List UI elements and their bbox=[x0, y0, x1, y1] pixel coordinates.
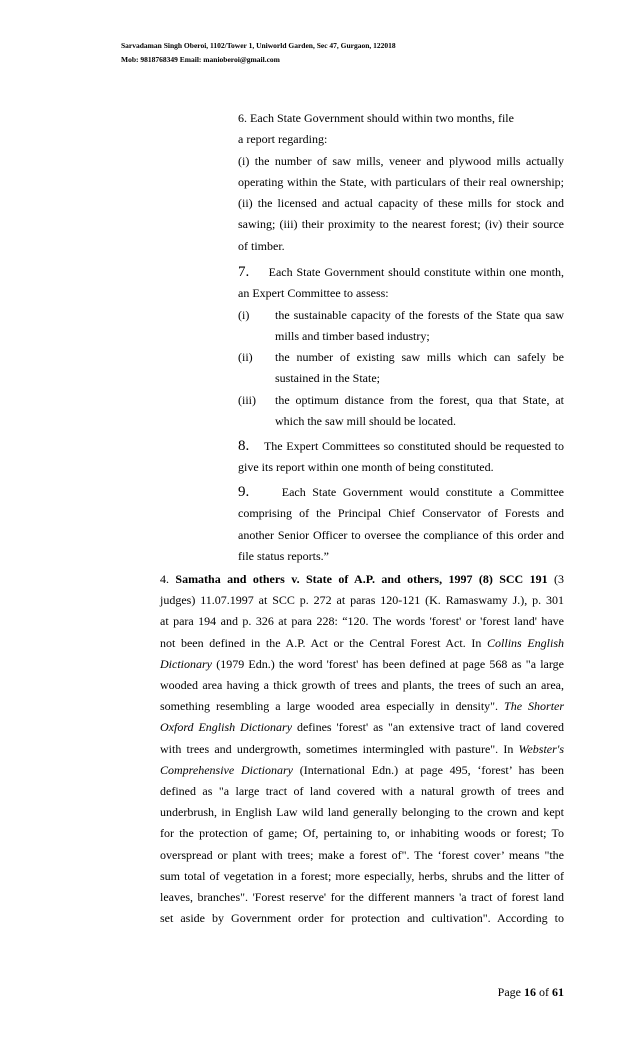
item7-subitem bbox=[238, 305, 564, 348]
letterhead-contact: Mob: 9818768349 Email: manioberoi@gmail.com bbox=[121, 55, 280, 64]
letterhead bbox=[121, 39, 396, 67]
para4-line: 4. Samatha and others v. State of A.P. and others, 1997 (8) SCC 191 (3 bbox=[160, 572, 565, 586]
subitem-line: sustained in the State; bbox=[275, 371, 380, 386]
para4-line: for the protection of game; Of, pertaining to, or inhabiting woods or forest; To bbox=[160, 826, 564, 841]
subitem-line: which the saw mill should be located. bbox=[275, 414, 456, 429]
subitem-line: the optimum distance from the forest, qua that State, at bbox=[275, 392, 564, 407]
para4-line: leaves, branches". 'Forest reserve' for the different manners 'a tract of forest land bbox=[160, 890, 564, 905]
para4-line: set aside by Government order for protection and cultivation". According to bbox=[160, 911, 564, 926]
subitem-number: (ii) bbox=[238, 350, 253, 365]
para4-number: 4. bbox=[160, 572, 169, 586]
para4-line: with trees and undergrowth, sometimes intermingled with pasture". In Webster's bbox=[160, 741, 565, 756]
para4-line: underbrush, in English Law wild land generally belonging to the crown and kept bbox=[160, 805, 564, 820]
dictionary-title: Collins English bbox=[487, 635, 565, 650]
order-item-9 bbox=[238, 482, 564, 567]
item7-number: 7. bbox=[238, 264, 250, 280]
para4-line: sum total of vegetation in a forest; more especially, herbs, shrubs and the litter of bbox=[160, 868, 564, 883]
item6-line1: 6. Each State Government should within two months, file bbox=[238, 111, 514, 125]
item9-number: 9. bbox=[238, 484, 250, 500]
para4-line: defined as "a large tract of land covered with a natural growth of trees and bbox=[160, 784, 564, 799]
item7-text: Each State Government should constitute within one month, an Expert Committee to assess: bbox=[238, 265, 564, 301]
order-item-7 bbox=[238, 262, 564, 432]
item6-line2: a report regarding: bbox=[238, 132, 328, 147]
case-title: Samatha and others v. State of A.P. and others, 1997 (8) SCC 191 bbox=[175, 572, 548, 586]
para4-line: at para 194 and p. 326 at para 228: “120. The words 'forest' or 'forest land' have bbox=[160, 614, 564, 629]
page-number: Page 16 of 61 bbox=[497, 985, 564, 999]
subitem-line: the sustainable capacity of the forests of the State qua saw bbox=[275, 307, 564, 322]
item6-body: (i) the number of saw mills, veneer and plywood mills actually operating within the State, with particulars of their real ownership; (ii) the licensed and actual capacity of these mills for stock and sawing; (iii) their proximity to the nearest forest; (iv) their source of timber. bbox=[238, 153, 564, 253]
para4-line: judges) 11.07.1997 at SCC p. 272 at paras 120-121 (K. Ramaswamy J.), p. 301 bbox=[160, 593, 564, 608]
item7-subitem bbox=[238, 390, 564, 433]
para4-line: overspread or plant with trees; make a forest of". The ‘forest cover’ means "the bbox=[160, 847, 564, 862]
total-pages: 61 bbox=[552, 985, 564, 999]
para4-line: Dictionary (1979 Edn.) the word 'forest' has been defined at page 568 as "a large bbox=[160, 656, 564, 671]
letterhead-address: Sarvadaman Singh Oberoi, 1102/Tower 1, Uniworld Garden, Sec 47, Gurgaon, 122018 bbox=[121, 41, 396, 50]
paragraph-4 bbox=[160, 569, 564, 929]
current-page: 16 bbox=[524, 985, 536, 999]
subitem-line: mills and timber based industry; bbox=[275, 328, 430, 343]
para4-line: something resembling a large wooded area especially in density". The Shorter bbox=[160, 699, 565, 714]
order-item-6 bbox=[238, 108, 564, 257]
dictionary-title: Webster's bbox=[518, 741, 565, 756]
item8-text: The Expert Committees so constituted should be requested to give its report within one month of being constituted. bbox=[238, 439, 565, 475]
subitem-number: (iii) bbox=[238, 392, 256, 407]
item9-text: Each State Government would constitute a Committee comprising of the Principal Chief Conservator of Forests and another Senior Officer to oversee the compliance of this order and file status reports.” bbox=[238, 485, 565, 563]
para4-line: Oxford English Dictionary defines 'forest' as "an extensive tract of land covered bbox=[160, 720, 564, 735]
para4-line: Comprehensive Dictionary (International Edn.) at page 495, ‘forest’ has been bbox=[160, 762, 565, 777]
subitem-line: the number of existing saw mills which can safely be bbox=[275, 350, 564, 365]
order-item-8 bbox=[238, 436, 564, 479]
item8-number: 8. bbox=[238, 438, 250, 454]
para4-line: wooded area having a thick growth of trees and plants, the trees of such an area, bbox=[160, 678, 564, 693]
para4-line: not been defined in the A.P. Act or the Central Forest Act. In Collins English bbox=[160, 635, 565, 650]
dictionary-title: The Shorter bbox=[504, 699, 565, 714]
item7-subitem bbox=[238, 347, 564, 390]
dictionary-title: Oxford English Dictionary bbox=[160, 720, 293, 735]
subitem-number: (i) bbox=[238, 307, 250, 322]
dictionary-title: Comprehensive Dictionary bbox=[160, 762, 293, 777]
dictionary-title: Dictionary bbox=[160, 656, 212, 671]
